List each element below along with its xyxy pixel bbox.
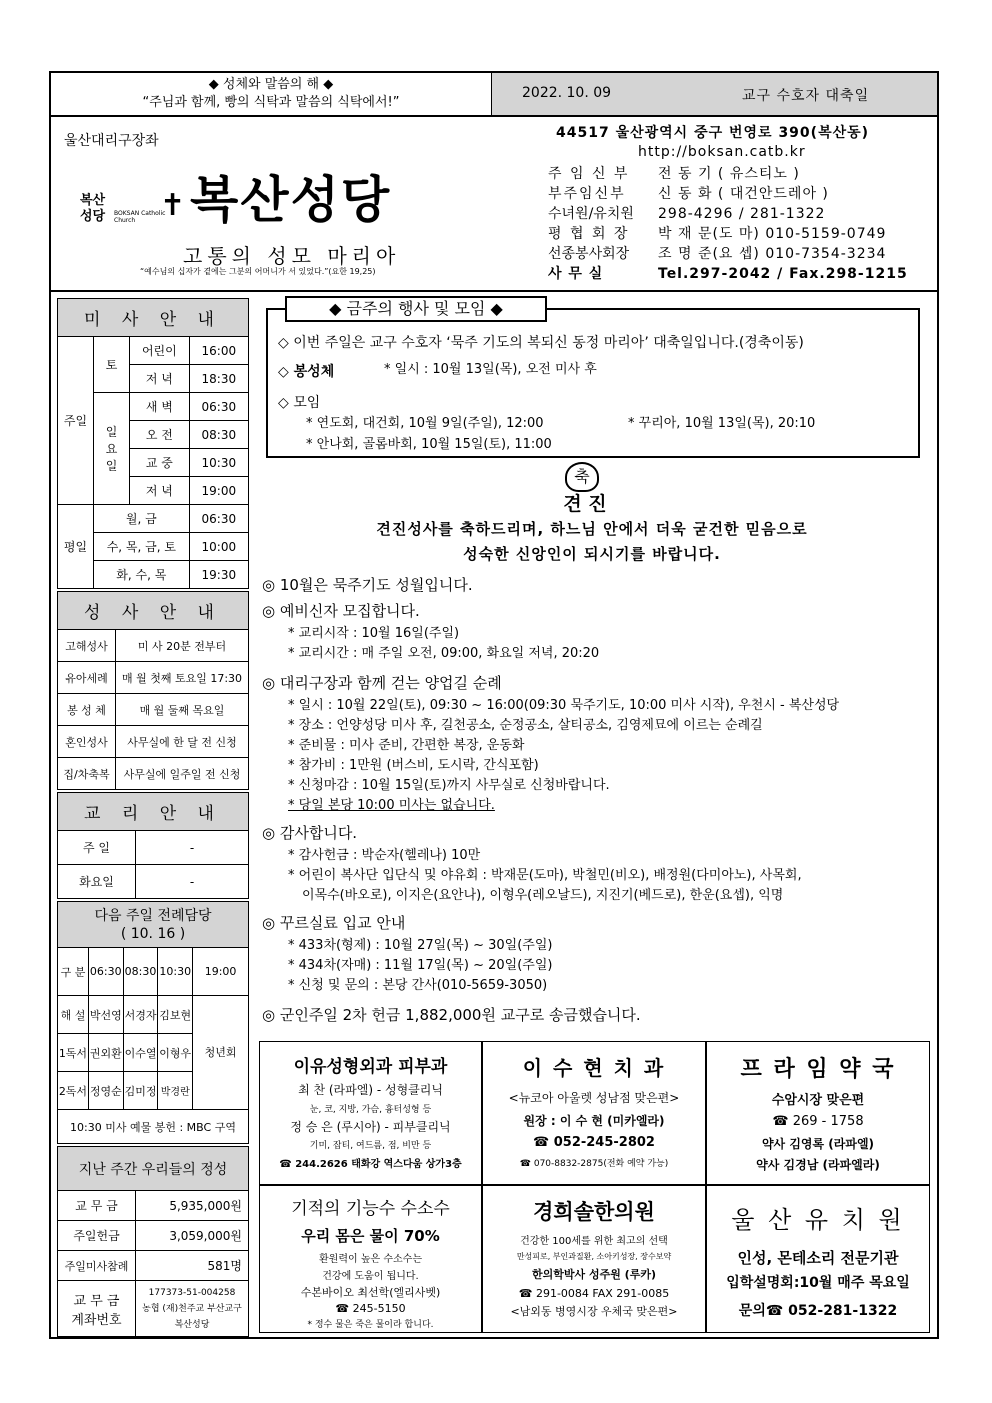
notice-item: * 교리시간 : 매 주일 오전, 09:00, 화요일 저녁, 20:20 xyxy=(288,646,600,661)
patron-text: 고통의 성모 마리아 xyxy=(183,244,401,268)
cong-mark: 축 xyxy=(565,462,599,492)
sat-label: 토 xyxy=(94,337,130,393)
cross-icon: ✝ xyxy=(160,188,186,223)
notice-item: * 참가비 : 1만원 (버스비, 도시락, 간식포함) xyxy=(288,758,539,773)
staff-list xyxy=(548,164,928,284)
duty-table: 다음 주일 전례담당 ( 10. 16 ) 구 분 06:30 08:30 10:30 19:00 해 설 박선영 서경자 김보현 청년회 1독서 권외환 이수열 이형우 2독서 정영순 김미정 박경란 10:30 미사 예물 봉헌 : MBC 구역 xyxy=(57,901,249,1144)
cong-line: 성숙한 신앙인이 되시기를 바랍니다. xyxy=(463,545,721,563)
header-right xyxy=(492,73,937,116)
ad-oriental: 경희솔한의원 건강한 100세를 위한 최고의 선택 만성피로, 부인과질환, 소아키성장, 장수보약 한의학박사 성주원 (루카) ☎ 291-0084 FAX 291-0085 <남외동 병영시장 우체국 맞은편> xyxy=(482,1185,706,1333)
notice-item: * 신청 및 문의 : 본당 간사(010-5659-3050) xyxy=(288,978,548,993)
event-line: * 안나회, 골롬바회, 10월 15일(토), 11:00 xyxy=(306,437,552,452)
quote-text: “예수님의 십자가 곁에는 그분의 어머니가 서 있었다.”(요한 19,25) xyxy=(140,267,376,276)
motto-text: “주님과 함께, 빵의 식탁과 말씀의 식탁에서!” xyxy=(142,95,400,110)
event-line: * 꾸리아, 10월 13일(목), 20:10 xyxy=(628,416,816,431)
notice-item: * 교리시작 : 10월 16일(주일) xyxy=(288,626,460,641)
ad-kindergarten: 울 산 유 치 원 인성, 몬테소리 전문기관 입학설명회:10월 매주 목요일 문의☎ 052-281-1322 xyxy=(706,1185,930,1333)
notice-item: * 감사헌금 : 박순자(헬레나) 10만 xyxy=(288,848,481,863)
notice-head: ◎ 군인주일 2차 헌금 1,882,000원 교구로 송금했습니다. xyxy=(262,1006,641,1024)
staff-row: 부주임신부 신 동 화 ( 대건안드레아 ) xyxy=(548,186,829,202)
notice-item: * 433차(형제) : 10월 27일(목) ~ 30일(주일) xyxy=(288,938,553,953)
cong-line: 견진성사를 축하드리며, 하느님 안에서 더욱 굳건한 믿음으로 xyxy=(376,520,808,538)
weekday-label: 평일 xyxy=(58,505,94,589)
left-column xyxy=(57,298,249,1337)
staff-row: 평 협 회 장 박 재 문(도 마) 010-5159-0749 xyxy=(548,226,887,242)
event-line: ◇ 이번 주일은 교구 수호자 ‘묵주 기도의 복되신 동정 마리아’ 대축일입니다.(경축이동) xyxy=(278,335,804,351)
staff-row: 선종봉사회장 조 명 준(요 셉) 010-7354-3234 xyxy=(548,246,887,262)
notice-item: * 434차(자매) : 11월 17일(목) ~ 20일(주일) xyxy=(288,958,553,973)
mass-title: 미 사 안 내 xyxy=(58,299,249,337)
notice-head: ◎ 대리구장과 함께 걷는 양업길 순례 xyxy=(262,674,502,692)
ad-dental: 이 수 현 치 과 <뉴코아 아울렛 성남점 맞은편> 원장 : 이 수 현 (미카엘라) ☎ 052-245-2802 ☎ 070-8832-2875(전화 예약 가능) xyxy=(482,1041,706,1185)
notice-head: ◎ 10월은 묵주기도 성월입니다. xyxy=(262,576,473,594)
notice-item: * 준비물 : 미사 준비, 간편한 복장, 운동화 xyxy=(288,738,525,753)
event-line: ◇ 봉성체 xyxy=(278,364,335,380)
notice-head: ◎ 감사합니다. xyxy=(262,824,358,842)
staff-row: 사 무 실 Tel.297-2042 / Fax.298-1215 xyxy=(548,266,908,282)
event-line: * 일시 : 10월 13일(목), 오전 미사 후 xyxy=(384,362,597,377)
notice-item: 이목수(바오로), 이지은(요안나), 이형우(레오날드), 지진기(베드로), 한운(요셉), 익명 xyxy=(302,888,784,903)
sacr-table: 성 사 안 내 고해성사 미 사 20분 전부터 유아세례 매 월 첫째 토요일 17:30 봉 성 체 매 월 둘째 목요일 혼인성사 사무실에 한 달 전 신청 집/차축복 사무실에 일주일 전 신청 xyxy=(57,591,249,790)
ad-clinic: 이유성형외과 피부과 최 찬 (라파엘) - 성형클리닉 눈, 코, 지방, 가슴, 흉터성형 등 정 승 은 (루시아) - 피부클리닉 기미, 잡티, 여드름, 점, 비만 등 ☎ 244.2626 태화강 역스다움 상가3층 xyxy=(259,1041,482,1185)
staff-row: 수녀원/유치원 298-4296 / 281-1322 xyxy=(548,206,826,222)
notice-item: * 신청마감 : 10월 15일(토)까지 사무실로 신청바랍니다. xyxy=(288,778,610,793)
sunday-day: 일요일 xyxy=(94,393,130,505)
notice-head: ◎ 꾸르실료 입교 안내 xyxy=(262,914,406,932)
divider xyxy=(51,290,937,292)
notices xyxy=(262,574,930,1028)
url-link[interactable]: http://boksan.catb.kr xyxy=(638,144,806,160)
notice-item: * 장소 : 언양성당 미사 후, 길천공소, 순정공소, 살티공소, 김영제묘에 이르는 순례길 xyxy=(288,718,763,733)
notice-head: ◎ 예비신자 모집합니다. xyxy=(262,602,420,620)
cate-table: 교 리 안 내 주 일 - 화요일 - xyxy=(57,792,249,899)
notice-item: * 일시 : 10월 22일(토), 09:30 ~ 16:00(09:30 묵주기도, 10:00 미사 시작), 우천시 - 복산성당 xyxy=(288,698,840,713)
theme-text: ◆ 성체와 말씀의 해 ◆ xyxy=(208,77,334,92)
mass-table: 미 사 안 내 주일 토 어린이 16:00 저 녁 18:30 일요일 새 벽 06:30 오 전 08:30 교 중 10:30 저 녁 19:00 평일 월, 금 06:30 수, 목, 금, 토 10:00 화, 수, 목 19:30 xyxy=(57,298,249,589)
notice-item: * 어린이 복사단 입단식 및 야유회 : 박재문(도마), 박철민(비오), 배정원(다미아노), 사목회, xyxy=(288,868,802,883)
parish-name: 복산성당 xyxy=(190,170,392,229)
header-left xyxy=(51,73,492,116)
divider xyxy=(51,115,937,117)
date-text: 2022. 10. 09 xyxy=(522,85,612,101)
notice-item: * 당일 본당 10:00 미사는 없습니다. xyxy=(288,798,495,813)
events-title: ◆ 금주의 행사 및 모임 ◆ xyxy=(285,296,547,322)
event-line: ◇ 모임 xyxy=(278,395,321,411)
vicariate-text: 울산대리구장좌 xyxy=(64,133,159,149)
feast-text: 교구 수호자 대축일 xyxy=(742,88,870,104)
sunday-label: 주일 xyxy=(58,337,94,505)
cong-title: 견 진 xyxy=(563,493,607,515)
address-text: 44517 울산광역시 중구 번영로 390(복산동) xyxy=(556,125,870,141)
event-line: * 연도회, 대건회, 10월 9일(주일), 12:00 xyxy=(306,416,544,431)
ad-pharmacy: 프 라 임 약 국 수암시장 맞은편 ☎ 269 - 1758 약사 김영록 (라파엘) 약사 김경남 (라파엘라) xyxy=(706,1041,930,1185)
staff-row: 주 임 신 부 전 동 기 ( 유스티노 ) xyxy=(548,166,800,182)
ad-water: 기적의 기능수 수소수 우리 몸은 물이 70% 환원력이 높은 수소수는 건강에 도움이 됩니다. 수본바이오 최선학(엘리사벳) ☎ 245-5150 * 정수 물은 죽은 물이라 합니다. xyxy=(259,1185,482,1333)
logo-ko: 복산 성당 xyxy=(80,193,106,224)
logo-en: BOKSAN Catholic Church xyxy=(114,210,166,224)
offer-table: 지난 주간 우리들의 정성 교 무 금 5,935,000원 주일헌금 3,059,000원 주일미사참례 581명 교 무 금 계좌번호 177373-51-004258 농협 (재)천주교 부산교구 복산성당 xyxy=(57,1146,249,1337)
